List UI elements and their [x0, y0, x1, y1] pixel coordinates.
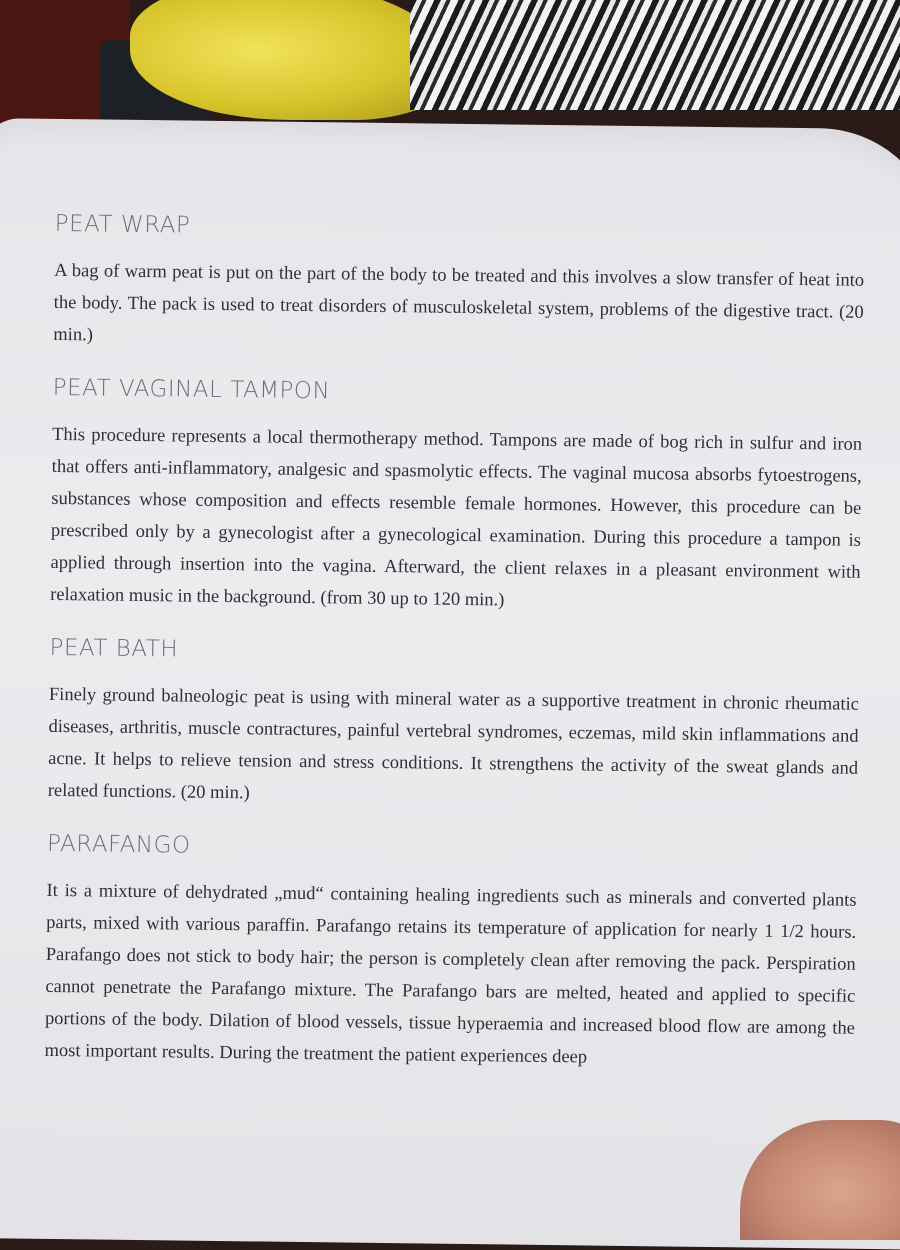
book-page	[0, 118, 900, 1250]
section-heading: PEAT BATH	[49, 634, 179, 663]
section-heading: PEAT WRAP	[54, 210, 191, 239]
section-text: A bag of warm peat is put on the part of the body to be treated and this involves a slow transfer of heat into the body. The pack is used to treat disorders of musculoskeletal system, problems of the digestive tract. (20 min.)	[53, 260, 865, 346]
background-patterned-cloth	[410, 0, 900, 110]
section-heading: PEAT VAGINAL TAMPON	[52, 374, 331, 405]
page-content	[44, 211, 865, 1101]
section-peat-wrap	[53, 211, 865, 361]
section-heading: PARAFANGO	[46, 830, 191, 859]
section-peat-vaginal-tampon	[50, 375, 863, 621]
section-text: It is a mixture of dehydrated „mud“ containing healing ingredients such as minerals and converted plants parts, mixed with various paraffin. Parafango retains its temperature of application for nearly 1 1/2 hours. Parafango does not stick to body hair; the person is completely clean after removing the pack. Perspiration cannot penetrate the Parafango mixture. The Parafango bars are melted, heated and applied to specific portions of the body. Dilation of blood vessels, tissue hyperaemia and increased blood flow are among the most important results. During the treatment the patient experiences deep	[44, 880, 857, 1068]
section-text: This procedure represents a local thermotherapy method. Tampons are made of bog rich in sulfur and iron that offers anti-inflammatory, analgesic and spasmolytic effects. The vaginal mucosa absorbs fytoestrogens, substances whose composition and effects resemble female hormones. However, this procedure can be prescribed only by a gynecologist after a gynecological examination. During this procedure a tampon is applied through insertion into the vagina. Afterward, the client relaxes in a pleasant environment with relaxation music in the background. (from 30 up to 120 min.)	[50, 424, 863, 611]
section-parafango	[44, 831, 857, 1077]
section-text: Finely ground balneologic peat is using with mineral water as a supportive treatment in chronic rheumatic diseases, arthritis, muscle contractures, painful vertebral syndromes, eczemas, mild skin inflammations and acne. It helps to relieve tension and stress conditions. It strengthens the activity of the sweat glands and related functions. (20 min.)	[47, 684, 860, 804]
section-peat-bath	[48, 635, 860, 817]
